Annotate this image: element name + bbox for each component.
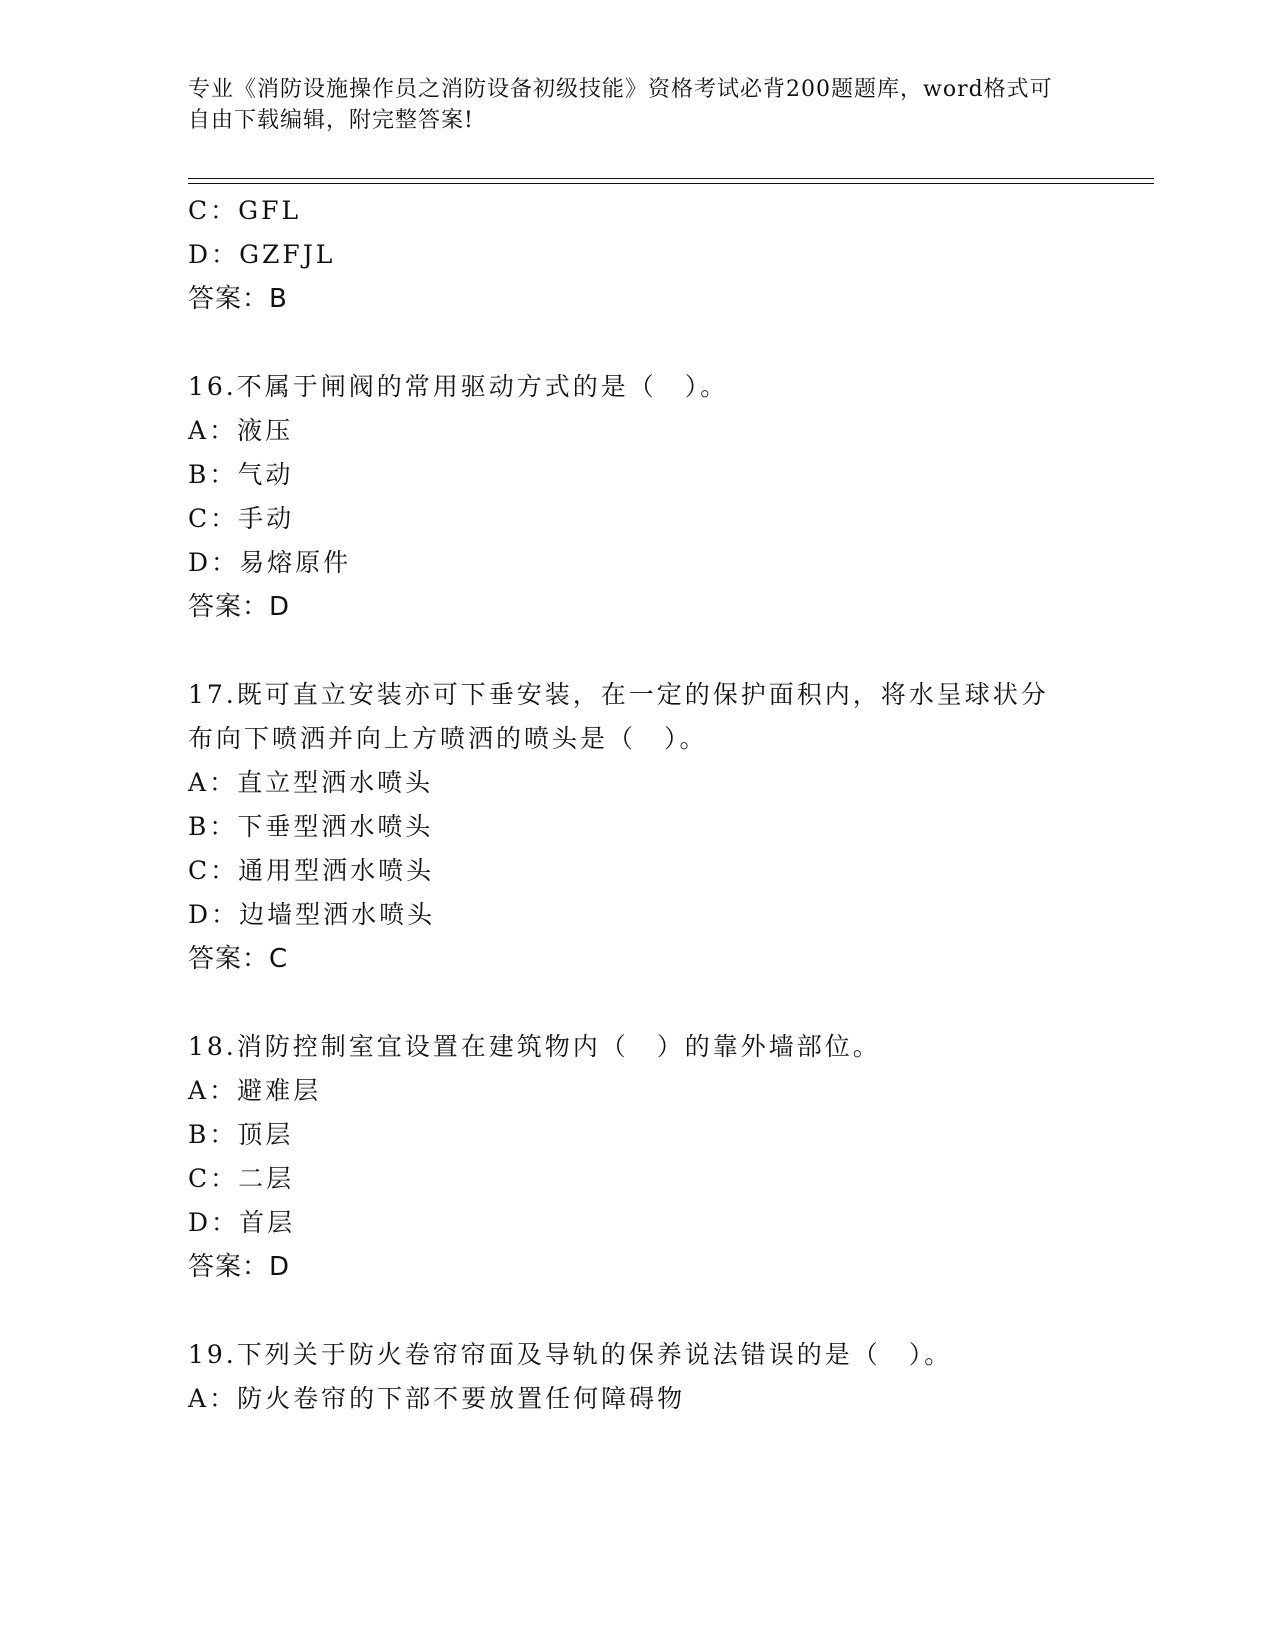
option-label: D	[188, 240, 212, 269]
option-label: B	[188, 460, 210, 489]
question-stem: 18.消防控制室宜设置在建筑物内（ ）的靠外墙部位。	[188, 1032, 881, 1061]
question-stem-continued: 布向下喷洒并向上方喷洒的喷头是（ ）。	[188, 724, 708, 753]
option-label: C	[188, 196, 211, 225]
option-a: A：避难层	[188, 1076, 322, 1105]
option-b: B：下垂型洒水喷头	[188, 812, 434, 841]
option-label: A	[188, 1384, 210, 1413]
option-text: GZFJL	[239, 240, 336, 269]
option-text: 易熔原件	[239, 548, 352, 577]
option-c: C：二层	[188, 1164, 295, 1193]
option-text: 边墙型洒水喷头	[239, 900, 436, 929]
option-c: C：手动	[188, 504, 295, 533]
option-label: A	[188, 768, 210, 797]
question-stem: 17.既可直立安装亦可下垂安装，在一定的保护面积内，将水呈球状分	[188, 680, 1049, 709]
option-d: D：首层	[188, 1208, 296, 1237]
option-d: D：边墙型洒水喷头	[188, 900, 436, 929]
option-label: D	[188, 900, 212, 929]
option-text: 避难层	[237, 1076, 322, 1105]
option-text: 防火卷帘的下部不要放置任何障碍物	[237, 1384, 686, 1413]
option-c: C：通用型洒水喷头	[188, 856, 435, 885]
answer-line: 答案：D	[188, 592, 291, 622]
answer-line: 答案：C	[188, 944, 289, 974]
option-text: GFL	[238, 196, 302, 225]
option-d: D：GZFJL	[188, 240, 336, 269]
header-divider-bottom	[188, 183, 1154, 184]
option-text: 手动	[238, 504, 295, 533]
option-text: 通用型洒水喷头	[238, 856, 435, 885]
option-text: 液压	[237, 416, 294, 445]
option-b: B：顶层	[188, 1120, 294, 1149]
option-a: A：直立型洒水喷头	[188, 768, 434, 797]
answer-line: 答案：B	[188, 284, 288, 314]
option-text: 气动	[237, 460, 294, 489]
option-label: B	[188, 1120, 210, 1149]
option-b: B：气动	[188, 460, 294, 489]
option-d: D：易熔原件	[188, 548, 352, 577]
option-label: B	[188, 812, 210, 841]
option-c: C：GFL	[188, 196, 302, 225]
option-text: 直立型洒水喷头	[237, 768, 434, 797]
option-label: A	[188, 416, 210, 445]
option-text: 二层	[238, 1164, 295, 1193]
option-text: 首层	[239, 1208, 296, 1237]
option-a: A：液压	[188, 416, 294, 445]
option-a: A：防火卷帘的下部不要放置任何障碍物	[188, 1384, 686, 1413]
option-text: 下垂型洒水喷头	[237, 812, 434, 841]
option-label: D	[188, 1208, 212, 1237]
answer-line: 答案：D	[188, 1252, 291, 1282]
header-divider-top	[188, 178, 1154, 179]
option-label: A	[188, 1076, 210, 1105]
question-stem: 19.下列关于防火卷帘帘面及导轨的保养说法错误的是（ ）。	[188, 1340, 953, 1369]
option-label: C	[188, 856, 211, 885]
option-text: 顶层	[237, 1120, 294, 1149]
option-label: C	[188, 1164, 211, 1193]
option-label: D	[188, 548, 212, 577]
option-label: C	[188, 504, 211, 533]
document-header: 专业《消防设施操作员之消防设备初级技能》资格考试必背200题题库，word格式可自由下载编辑，附完整答案!	[188, 77, 1053, 133]
question-stem: 16.不属于闸阀的常用驱动方式的是（ ）。	[188, 372, 729, 401]
